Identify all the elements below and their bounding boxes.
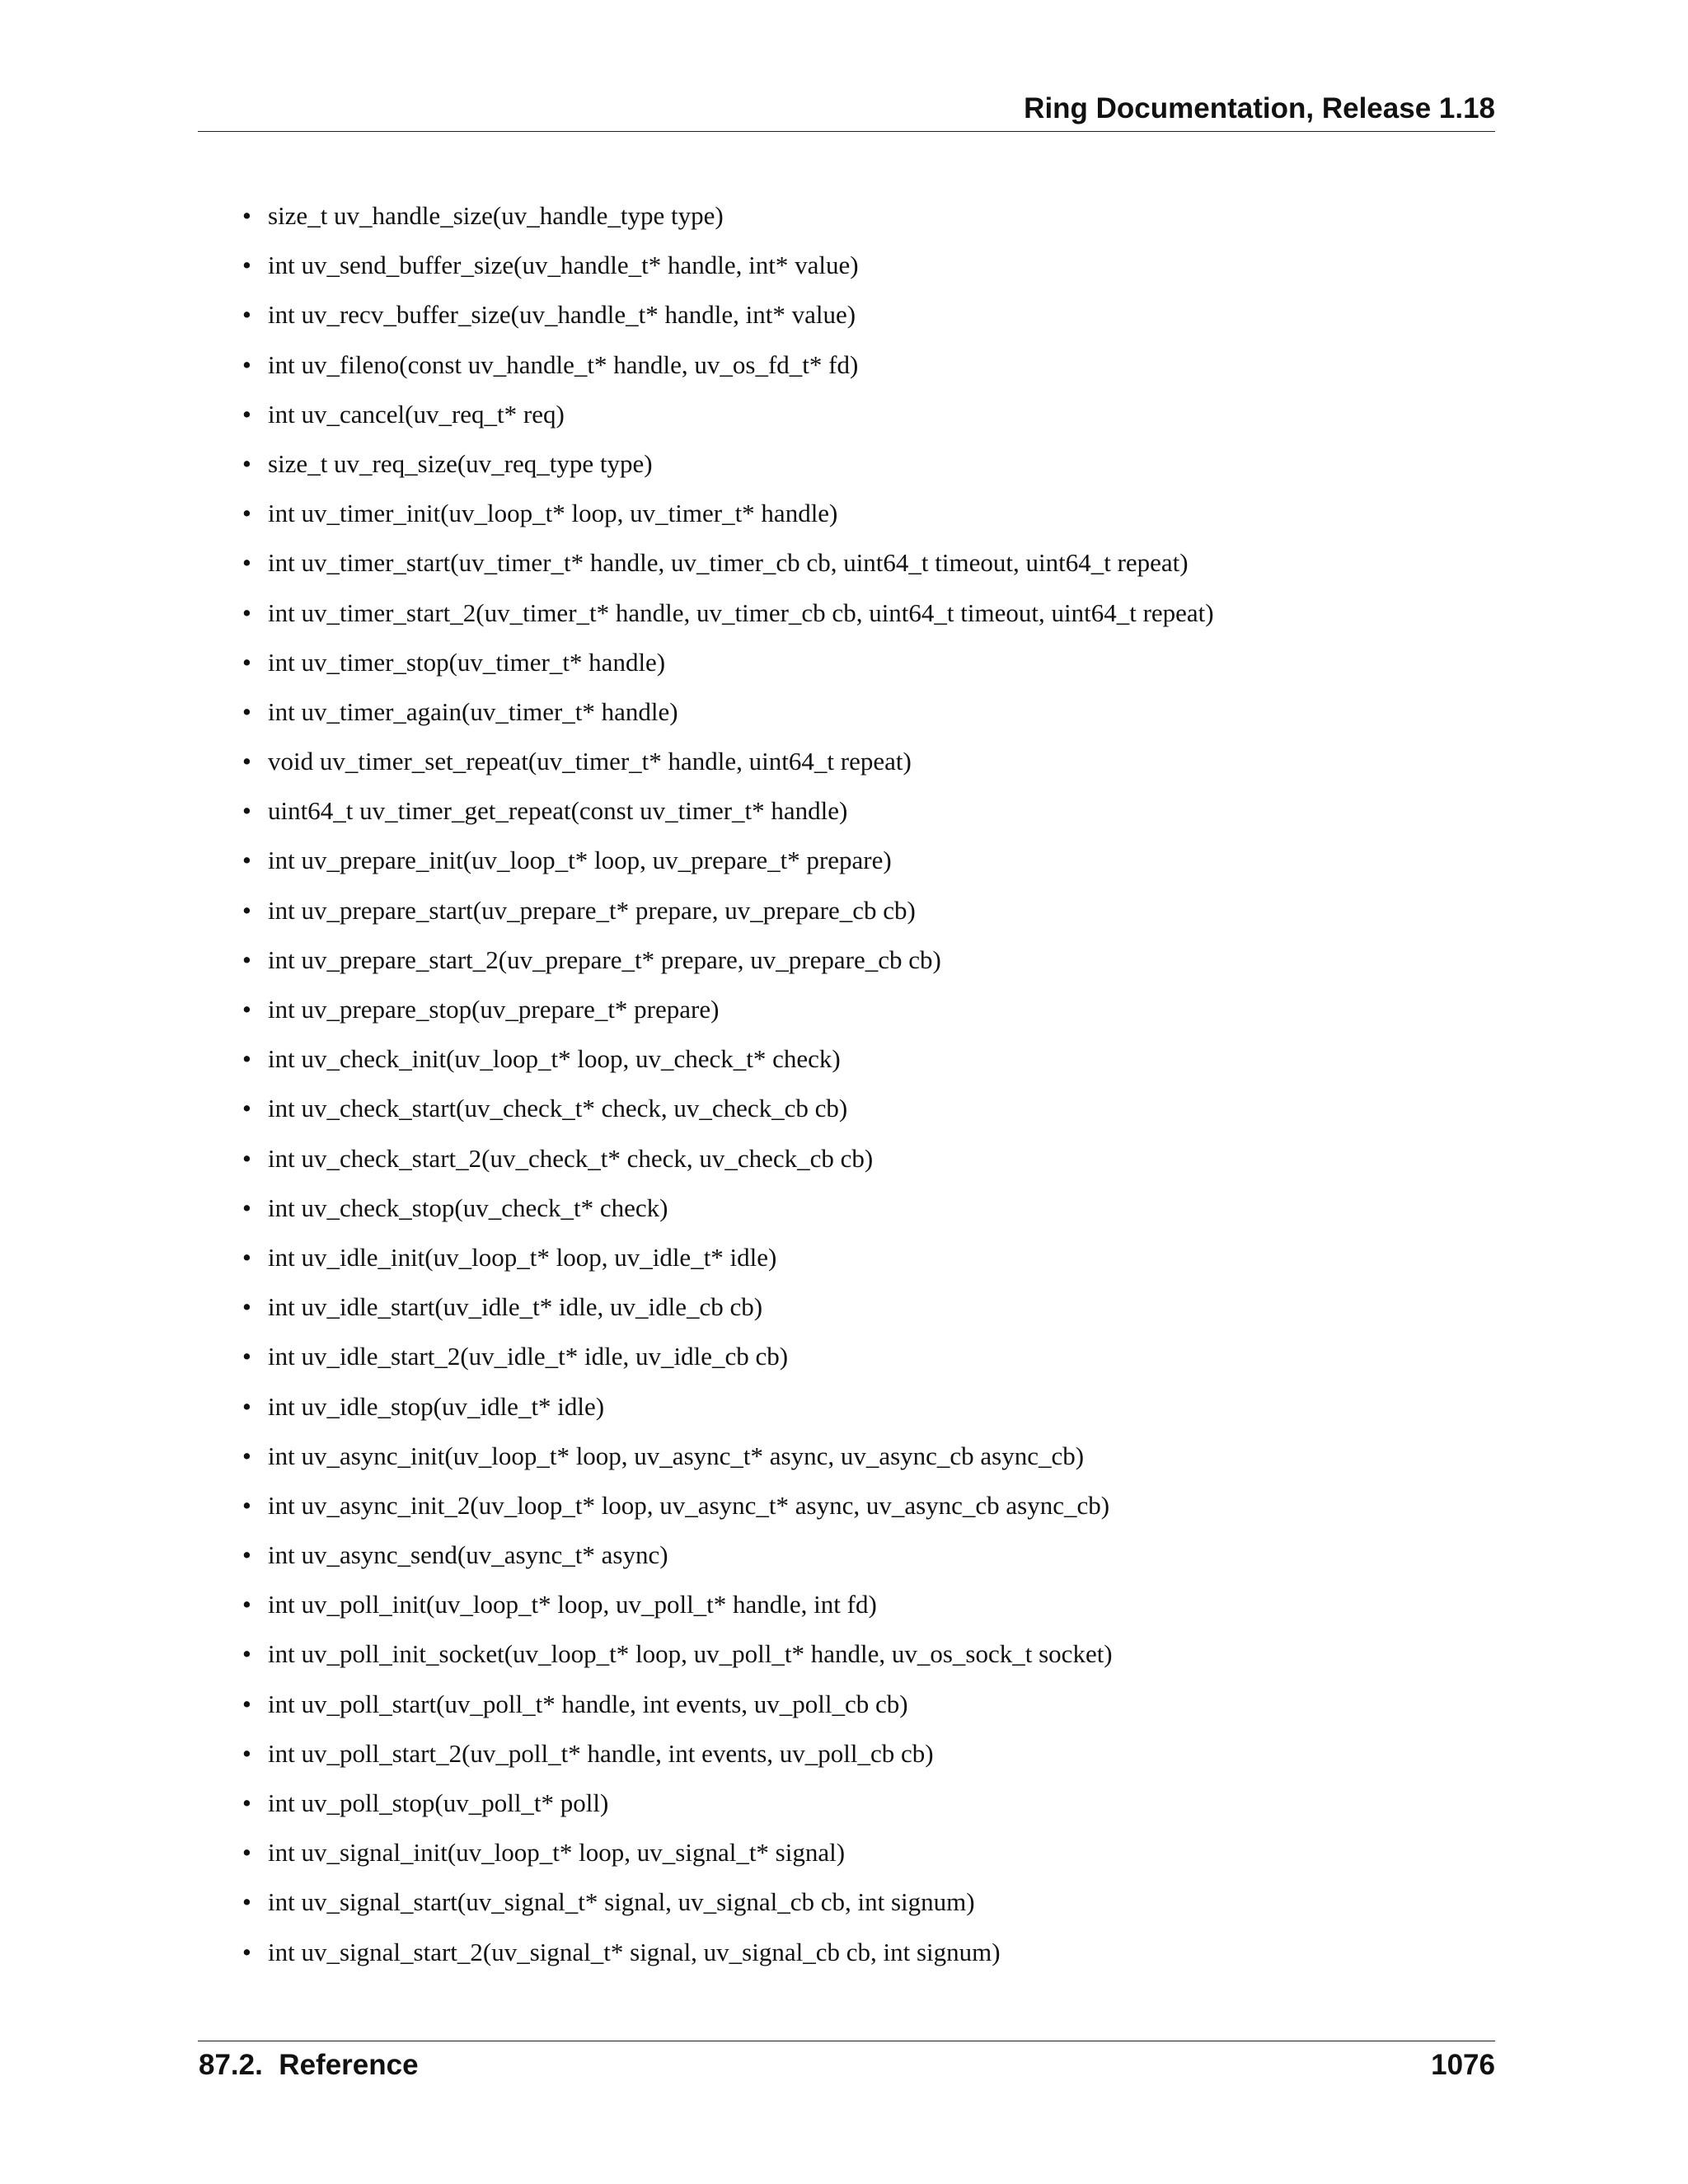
list-item: [0, 1883, 1688, 1933]
function-signature: int uv_prepare_start_2(uv_prepare_t* prepare, uv_prepare_cb cb): [268, 944, 941, 974]
bullet-icon: •: [242, 1590, 251, 1619]
function-signature: int uv_timer_stop(uv_timer_t* handle): [268, 647, 666, 677]
function-signature: int uv_idle_stop(uv_idle_t* idle): [268, 1391, 605, 1421]
footer-section-title: 87.2. Reference: [199, 2049, 419, 2081]
function-signature: int uv_idle_start(uv_idle_t* idle, uv_idle_cb cb): [268, 1292, 763, 1322]
function-signature: int uv_prepare_start(uv_prepare_t* prepare, uv_prepare_cb cb): [268, 895, 916, 925]
function-signature: int uv_check_start(uv_check_t* check, uv_check_cb cb): [268, 1094, 848, 1123]
list-item: [0, 1040, 1688, 1090]
list-item: [0, 1338, 1688, 1387]
bullet-icon: •: [242, 300, 251, 330]
bullet-icon: •: [242, 1242, 251, 1272]
list-item: [0, 1635, 1688, 1685]
list-item: [0, 991, 1688, 1040]
bullet-icon: •: [242, 548, 251, 578]
bullet-icon: •: [242, 251, 251, 280]
list-item: [0, 1388, 1688, 1437]
list-item: [0, 1784, 1688, 1834]
list-item: [0, 1586, 1688, 1635]
list-item: [0, 246, 1688, 296]
list-item: [0, 1536, 1688, 1586]
function-signature: int uv_fileno(const uv_handle_t* handle, uv_os_fd_t* fd): [268, 349, 859, 379]
list-item: [0, 1834, 1688, 1883]
bullet-icon: •: [242, 1193, 251, 1222]
function-signature: int uv_recv_buffer_size(uv_handle_t* handle, int* value): [268, 300, 856, 330]
function-signature: int uv_check_start_2(uv_check_t* check, uv_check_cb cb): [268, 1143, 874, 1173]
function-signature: int uv_check_init(uv_loop_t* loop, uv_check_t* check): [268, 1044, 841, 1074]
bullet-icon: •: [242, 1094, 251, 1123]
bullet-icon: •: [242, 1490, 251, 1520]
bullet-icon: •: [242, 1738, 251, 1768]
function-signature: int uv_timer_start_2(uv_timer_t* handle, uv_timer_cb cb, uint64_t timeout, uint64_t repeat): [268, 598, 1214, 627]
running-header-title: Ring Documentation, Release 1.18: [1024, 92, 1495, 124]
bullet-icon: •: [242, 796, 251, 826]
bullet-icon: •: [242, 399, 251, 429]
list-item: [0, 1487, 1688, 1536]
function-signature: int uv_prepare_stop(uv_prepare_t* prepare): [268, 995, 720, 1024]
bullet-icon: •: [242, 1441, 251, 1470]
list-item: [0, 1239, 1688, 1288]
bullet-icon: •: [242, 1044, 251, 1074]
bullet-icon: •: [242, 1887, 251, 1917]
list-item: [0, 743, 1688, 792]
list-item: [0, 296, 1688, 345]
function-signature: int uv_signal_start_2(uv_signal_t* signal, uv_signal_cb cb, int signum): [268, 1937, 1001, 1966]
function-signature: int uv_poll_stop(uv_poll_t* poll): [268, 1788, 609, 1817]
header-rule: [198, 131, 1495, 132]
function-signature: int uv_prepare_init(uv_loop_t* loop, uv_prepare_t* prepare): [268, 846, 892, 875]
bullet-icon: •: [242, 1342, 251, 1371]
function-list: [0, 197, 1688, 1983]
function-signature: int uv_signal_start(uv_signal_t* signal, uv_signal_cb cb, int signum): [268, 1887, 975, 1917]
bullet-icon: •: [242, 944, 251, 974]
function-signature: int uv_poll_start_2(uv_poll_t* handle, int events, uv_poll_cb cb): [268, 1738, 934, 1768]
function-signature: size_t uv_req_size(uv_req_type type): [268, 448, 653, 478]
list-item: [0, 892, 1688, 941]
bullet-icon: •: [242, 995, 251, 1024]
list-item: [0, 594, 1688, 644]
bullet-icon: •: [242, 499, 251, 528]
bullet-icon: •: [242, 895, 251, 925]
bullet-icon: •: [242, 1143, 251, 1173]
list-item: [0, 1685, 1688, 1735]
function-signature: int uv_check_stop(uv_check_t* check): [268, 1193, 668, 1222]
function-signature: uint64_t uv_timer_get_repeat(const uv_timer_t* handle): [268, 796, 848, 826]
list-item: [0, 445, 1688, 494]
list-item: [0, 1189, 1688, 1239]
bullet-icon: •: [242, 647, 251, 677]
bullet-icon: •: [242, 1937, 251, 1966]
function-signature: size_t uv_handle_size(uv_handle_type type): [268, 201, 724, 230]
list-item: [0, 1140, 1688, 1189]
bullet-icon: •: [242, 696, 251, 726]
list-item: [0, 1288, 1688, 1338]
list-item: [0, 792, 1688, 841]
page-number: 1076: [1431, 2049, 1495, 2081]
list-item: [0, 1437, 1688, 1487]
list-item: [0, 396, 1688, 445]
bullet-icon: •: [242, 1292, 251, 1322]
function-signature: int uv_idle_start_2(uv_idle_t* idle, uv_idle_cb cb): [268, 1342, 789, 1371]
function-signature: int uv_cancel(uv_req_t* req): [268, 399, 565, 429]
bullet-icon: •: [242, 1838, 251, 1868]
bullet-icon: •: [242, 1391, 251, 1421]
function-signature: int uv_async_init_2(uv_loop_t* loop, uv_async_t* async, uv_async_cb async_cb): [268, 1490, 1110, 1520]
list-item: [0, 644, 1688, 693]
list-item: [0, 1735, 1688, 1784]
function-signature: int uv_signal_init(uv_loop_t* loop, uv_signal_t* signal): [268, 1838, 846, 1868]
list-item: [0, 494, 1688, 544]
function-signature: int uv_timer_start(uv_timer_t* handle, uv_timer_cb cb, uint64_t timeout, uint64_t repeat): [268, 548, 1189, 578]
list-item: [0, 544, 1688, 593]
function-signature: void uv_timer_set_repeat(uv_timer_t* handle, uint64_t repeat): [268, 747, 912, 776]
function-signature: int uv_async_send(uv_async_t* async): [268, 1540, 668, 1570]
function-signature: int uv_timer_again(uv_timer_t* handle): [268, 696, 678, 726]
bullet-icon: •: [242, 747, 251, 776]
list-item: [0, 693, 1688, 743]
bullet-icon: •: [242, 598, 251, 627]
bullet-icon: •: [242, 1788, 251, 1817]
function-signature: int uv_async_init(uv_loop_t* loop, uv_async_t* async, uv_async_cb async_cb): [268, 1441, 1085, 1470]
function-signature: int uv_send_buffer_size(uv_handle_t* handle, int* value): [268, 251, 859, 280]
function-signature: int uv_poll_init(uv_loop_t* loop, uv_poll_t* handle, int fd): [268, 1590, 877, 1619]
function-signature: int uv_timer_init(uv_loop_t* loop, uv_timer_t* handle): [268, 499, 838, 528]
bullet-icon: •: [242, 846, 251, 875]
list-item: [0, 941, 1688, 991]
list-item: [0, 1933, 1688, 1983]
list-item: [0, 346, 1688, 396]
list-item: [0, 841, 1688, 891]
list-item: [0, 197, 1688, 246]
bullet-icon: •: [242, 201, 251, 230]
bullet-icon: •: [242, 1689, 251, 1718]
function-signature: int uv_poll_start(uv_poll_t* handle, int events, uv_poll_cb cb): [268, 1689, 908, 1718]
list-item: [0, 1090, 1688, 1139]
function-signature: int uv_idle_init(uv_loop_t* loop, uv_idle_t* idle): [268, 1242, 777, 1272]
bullet-icon: •: [242, 448, 251, 478]
function-signature: int uv_poll_init_socket(uv_loop_t* loop, uv_poll_t* handle, uv_os_sock_t socket): [268, 1639, 1113, 1669]
bullet-icon: •: [242, 1540, 251, 1570]
bullet-icon: •: [242, 349, 251, 379]
bullet-icon: •: [242, 1639, 251, 1669]
